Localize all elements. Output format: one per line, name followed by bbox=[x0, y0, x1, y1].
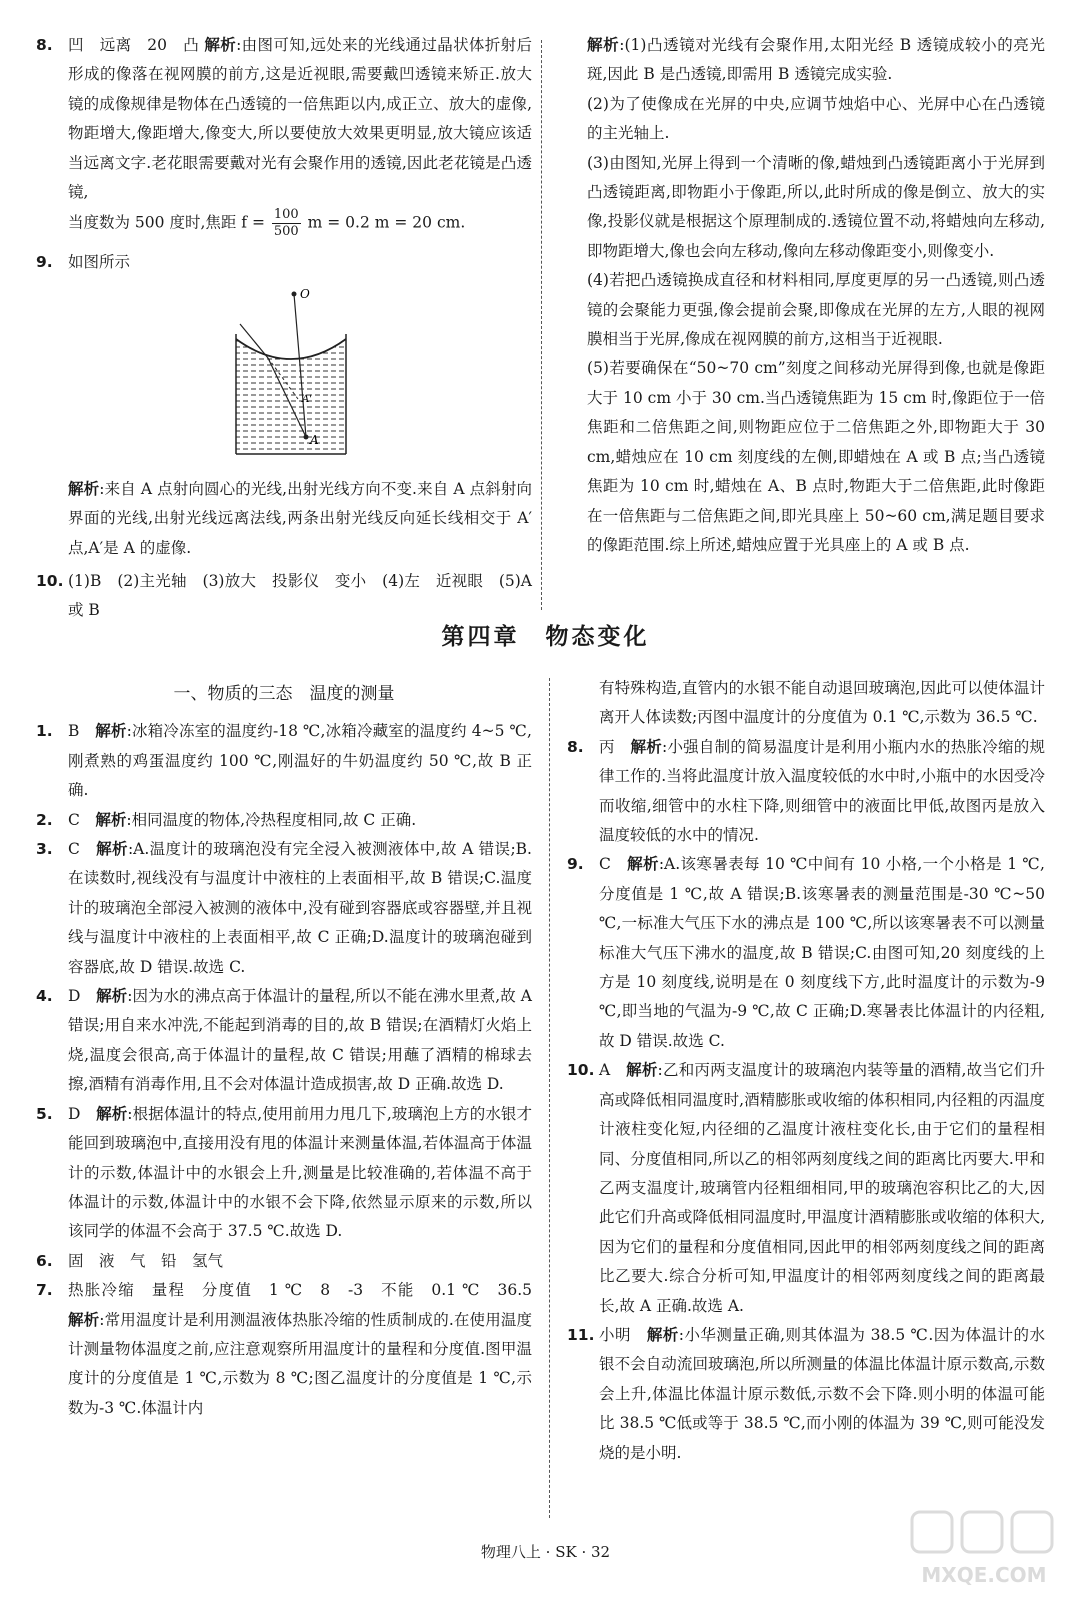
analysis-label: 解析 bbox=[95, 810, 127, 829]
item-number: 10. bbox=[567, 1061, 595, 1080]
item-answer: 凹 远离 20 凸 bbox=[68, 36, 200, 54]
column-divider-bottom bbox=[549, 678, 550, 1518]
analysis-label: 解析 bbox=[68, 1310, 100, 1329]
fraction-denominator: 500 bbox=[273, 224, 299, 240]
item-answer: C bbox=[68, 810, 80, 829]
analysis-text: :根据体温计的特点,使用前用力甩几下,玻璃泡上方的水银才能回到玻璃泡中,直接用没有甩的体温计来测量体温,若体温高于体温计的示数,体温计中的水银会上升,测量是比较准确的,若体温不高于体温计的示数,体温计中的水银不会下降,依然显示原来的示数,所以该同学的体温不会高于 37.5 ℃.故选 D. bbox=[68, 1104, 532, 1241]
item-answer: 小明 bbox=[599, 1325, 631, 1344]
answer-list-left bbox=[36, 717, 532, 1423]
answer-item bbox=[36, 982, 532, 1100]
analysis-text: :相同温度的物体,冷热程度相同,故 C 正确. bbox=[126, 810, 417, 829]
analysis-paragraph-2: (2)为了使像成在光屏的中央,应调节烛焰中心、光屏中心在凸透镜的主光轴上. bbox=[587, 94, 1045, 143]
fraction bbox=[272, 207, 301, 240]
answer-item-9 bbox=[36, 248, 532, 277]
item-answer: 热胀冷缩 量程 分度值 1 ℃ 8 -3 不能 0.1 ℃ 36.5 bbox=[68, 1281, 532, 1300]
analysis-label: 解析 bbox=[96, 840, 128, 859]
answer-list-right bbox=[567, 733, 1045, 1468]
answer-item bbox=[567, 1321, 1045, 1468]
section-title: 一、物质的三态 温度的测量 bbox=[173, 684, 395, 704]
analysis-paragraph-3: (3)由图知,光屏上得到一个清晰的像,蜡烛到凸透镜距离小于光屏到凸透镜距离,即物距小于像距,所以,此时所成的像是倒立、放大的实像,投影仪就是根据这个原理制成的.透镜位置不动,将蜡烛向左移动,即物距增大,像也会向左移动,像向左移动像距变小,则像变小. bbox=[587, 153, 1045, 260]
watermark-text: MXQE.COM bbox=[921, 1563, 1047, 1587]
analysis-text: :A.温度计的玻璃泡没有完全浸入被测液体中,故 A 错误;B.在读数时,视线没有与温度计中液柱的上表面相平,故 B 错误;C.温度计的玻璃泡全部浸入被测的液体中,没有碰到容器底或容器壁,并且视线与温度计中液柱的上表面相平,故 C 正确;D.温度计的玻璃泡碰到容器底,故 D 错误.故选 C. bbox=[68, 840, 532, 976]
point-a-prime-label: A' bbox=[302, 393, 312, 405]
analysis-label: 解析 bbox=[587, 36, 620, 54]
item-number: 1. bbox=[36, 722, 53, 741]
analysis-label: 解析 bbox=[646, 1325, 679, 1344]
answer-item bbox=[567, 733, 1045, 851]
answer-item bbox=[36, 1247, 532, 1276]
watermark-logo bbox=[904, 1508, 1064, 1590]
analysis-text: :A.该寒暑表每 10 ℃中间有 10 小格,一个小格是 1 ℃,分度值是 1 ℃,故 A 错误;B.该寒暑表的测量范围是-30 ℃~50 ℃,一标准大气压下水的沸点是 100 ℃,所以该寒暑表不可以测量标准大气压下沸水的温度,故 B 错误;C.由图可知,20 刻度线的上方是 10 刻度线,说明是在 0 刻度线下方,此时温度计的示数为-9 ℃,即当地的气温为-9 ℃,故 C 正确;D.寒暑表比体温计的内径粗,故 D 错误.故选 C. bbox=[599, 855, 1045, 1050]
right-column-bottom bbox=[567, 674, 1045, 1468]
item-answer: C bbox=[599, 855, 611, 874]
analysis-text: :小强自制的简易温度计是利用小瓶内水的热胀冷缩的规律工作的.当将此温度计放入温度较低的水中时,小瓶中的水因受冷而收缩,细管中的水柱下降,则细管中的液面比甲低,故图丙是放入温度较低的水中的情况. bbox=[599, 737, 1045, 845]
answer-item bbox=[36, 1100, 532, 1247]
item-number: 9. bbox=[36, 253, 53, 272]
point-a-label: A bbox=[310, 432, 319, 447]
analysis-label: 解析 bbox=[204, 36, 237, 54]
analysis-label: 解析 bbox=[626, 1061, 658, 1080]
left-column-bottom bbox=[36, 674, 532, 1423]
answer-item-8 bbox=[36, 31, 532, 240]
analysis-paragraph-1 bbox=[587, 31, 1045, 90]
item-answer: (1)B (2)主光轴 (3)放大 投影仪 变小 (4)左 近视眼 (5)A 或 B bbox=[68, 572, 532, 620]
analysis-text-formula: 当度数为 500 度时,焦距 f = bbox=[68, 213, 265, 232]
answer-item bbox=[36, 1276, 532, 1423]
analysis-label: 解析 bbox=[95, 722, 127, 741]
analysis-text: :常用温度计是利用测温液体热胀冷缩的性质制成的.在使用温度计测量物体温度之前,应注意观察所用温度计的量程和分度值.图甲温度计的分度值是 1 ℃,示数为 8 ℃;图乙温度计的分度值是 1 ℃,示数为-3 ℃.体温计内 bbox=[68, 1310, 532, 1417]
analysis-label: 解析 bbox=[68, 479, 100, 498]
analysis-text: :因为水的沸点高于体温计的量程,所以不能在沸水里煮,故 A 错误;用自来水冲洗,不能起到消毒的目的,故 B 错误;在酒精灯火焰上烧,温度会很高,高于体温计的量程,故 C 错误;用蘸了酒精的棉球去擦,酒精有消毒作用,且不会对体温计造成损害,故 D 正确.故选 D. bbox=[68, 987, 532, 1094]
analysis-label: 解析 bbox=[627, 855, 659, 874]
analysis-label: 解析 bbox=[96, 987, 128, 1006]
item-number: 7. bbox=[36, 1281, 53, 1300]
item-number: 3. bbox=[36, 840, 53, 859]
page-footer: 物理八上 · SK · 32 bbox=[480, 1543, 611, 1561]
item-number: 4. bbox=[36, 987, 53, 1006]
right-column-top bbox=[587, 31, 1045, 560]
item-number: 5. bbox=[36, 1104, 53, 1123]
item-number: 11. bbox=[567, 1325, 595, 1344]
item-number: 6. bbox=[36, 1251, 53, 1270]
analysis-paragraph-5: (5)若要确保在“50~70 cm”刻度之间移动光屏得到像,也就是像距大于 10 cm 小于 30 cm.当凸透镜焦距为 15 cm 时,像距位于一倍焦距和二倍焦距之间,则物距应位于二倍焦距之外,即物距大于 30 cm,蜡烛应在 10 cm 刻度线的左侧,即蜡烛在 A 或 B 点;当凸透镜焦距为 10 cm 时,蜡烛在 A、B 点时,物距大于二倍焦距,此时像距在一倍焦距与二倍焦距之间,即光具座上 50~60 cm,满足题目要求的像距范围.综上所述,蜡烛应置于光具座上的 A 或 B 点. bbox=[587, 359, 1045, 554]
item-answer: 固 液 气 铅 氢气 bbox=[68, 1251, 224, 1270]
answer-item bbox=[36, 717, 532, 805]
answer-item bbox=[567, 1056, 1045, 1321]
answer-item bbox=[36, 835, 532, 982]
analysis-9 bbox=[36, 475, 532, 563]
analysis-text: :由图可知,远处来的光线通过晶状体折射后形成的像落在视网膜的前方,这是近视眼,需要戴凹透镜来矫正.放大镜的成像规律是物体在凸透镜的一倍焦距以内,成正立、放大的虚像,物距增大,像距增大,像变大,所以要使放大效果更明显,放大镜应该适当远离文字.老花眼需要戴对光有会聚作用的透镜,因此老花镜是凸透镜, bbox=[68, 36, 532, 202]
item-number: 2. bbox=[36, 810, 53, 829]
item-number: 9. bbox=[567, 855, 584, 874]
item-answer: B bbox=[68, 722, 80, 741]
item-answer: D bbox=[68, 987, 81, 1006]
continuation-text: 有特殊构造,直管内的水银不能自动退回玻璃泡,因此可以使体温计离开人体读数;丙图中温度计的分度值为 0.1 ℃,示数为 36.5 ℃. bbox=[599, 679, 1045, 727]
analysis-text: :乙和丙两支温度计的玻璃泡内装等量的酒精,故当它们升高或降低相同温度时,酒精膨胀或收缩的体积相同,内径粗的丙温度计液柱变化短,内径细的乙温度计液柱变化长,由于它们的量程相同、分度值相同,所以乙的相邻两刻度线之间的距离比丙要大.甲和乙两支温度计,玻璃管内径粗细相同,甲的玻璃泡容积比乙的大,因此它们升高或降低相同温度时,甲温度计酒精膨胀或收缩的体积大,因为它们的量程和分度值相同,因此甲的相邻两刻度线之间的距离比乙要大.综合分析可知,甲温度计的相邻两刻度线之间的距离最长,故 A 正确.故选 A. bbox=[599, 1061, 1045, 1315]
fraction-numerator: 100 bbox=[273, 207, 299, 223]
item-number: 10. bbox=[36, 572, 64, 591]
item-number: 8. bbox=[36, 36, 53, 54]
point-o-label: O bbox=[300, 286, 310, 301]
item-number: 8. bbox=[567, 737, 584, 756]
item-answer: 如图所示 bbox=[68, 253, 131, 272]
analysis-text: :(1)凸透镜对光线有会聚作用,太阳光经 B 透镜成较小的亮光斑,因此 B 是凸透镜,即需用 B 透镜完成实验. bbox=[587, 36, 1045, 84]
analysis-text: :小华测量正确,则其体温为 38.5 ℃.因为体温计的水银不会自动流回玻璃泡,所以所测量的体温比体温计原示数高,示数会上升,体温比体温计原示数低,示数不会下降.则小明的体温可能比 38.5 ℃低或等于 38.5 ℃,而小刚的体温为 39 ℃,则可能没发烧的是小明. bbox=[599, 1325, 1045, 1462]
item-answer: 丙 bbox=[599, 737, 615, 756]
answer-item bbox=[567, 850, 1045, 1056]
analysis-label: 解析 bbox=[96, 1104, 128, 1123]
item-answer: C bbox=[68, 840, 80, 859]
answer-item-10 bbox=[36, 567, 532, 626]
analysis-label: 解析 bbox=[630, 737, 662, 756]
refraction-figure bbox=[226, 284, 356, 469]
analysis-text-result: m = 0.2 m = 20 cm. bbox=[302, 213, 466, 232]
column-divider-top bbox=[541, 40, 542, 610]
analysis-text: :来自 A 点射向圆心的光线,出射光线方向不变.来自 A 点斜射向界面的光线,出射光线远离法线,两条出射光线反向延长线相交于 A′点,A′是 A 的虚像. bbox=[68, 479, 532, 557]
item-answer: D bbox=[68, 1104, 81, 1123]
left-column-top bbox=[36, 31, 532, 626]
chapter-title: 第四章 物态变化 bbox=[441, 624, 650, 650]
analysis-text: :冰箱冷冻室的温度约-18 ℃,冰箱冷藏室的温度约 4~5 ℃,刚煮熟的鸡蛋温度约 100 ℃,刚温好的牛奶温度约 50 ℃,故 B 正确. bbox=[68, 722, 532, 800]
analysis-paragraph-4: (4)若把凸透镜换成直径和材料相同,厚度更厚的另一凸透镜,则凸透镜的会聚能力更强,像会提前会聚,即像成在光屏的左方,人眼的视网膜相当于光屏,像成在视网膜的前方,这相当于近视眼. bbox=[587, 271, 1045, 349]
answer-item bbox=[36, 806, 532, 835]
item-answer: A bbox=[599, 1061, 611, 1080]
